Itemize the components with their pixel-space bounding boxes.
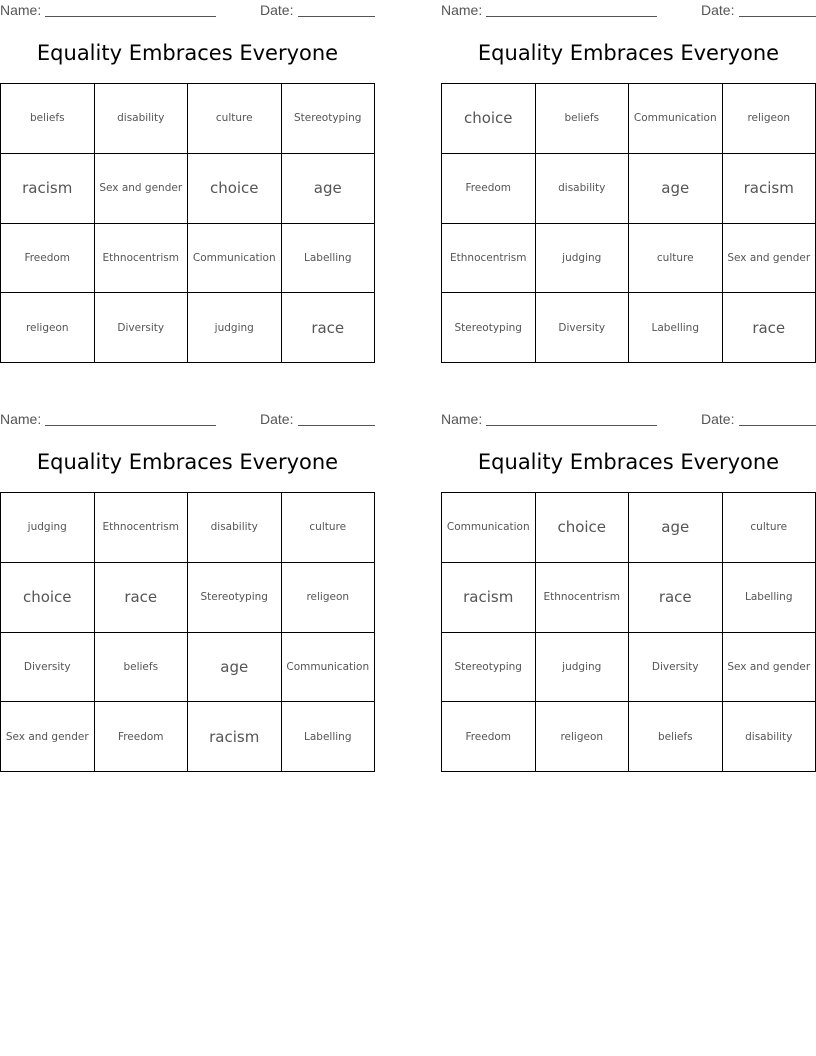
bingo-cell: Ethnocentrism — [95, 224, 189, 294]
bingo-cell: Labelling — [629, 293, 723, 363]
bingo-cell: choice — [1, 563, 95, 633]
date-label: Date: — [260, 2, 294, 18]
bingo-cell: race — [95, 563, 189, 633]
bingo-cell: race — [723, 293, 816, 363]
bingo-cell: Ethnocentrism — [536, 563, 630, 633]
card-title: Equality Embraces Everyone — [36, 450, 339, 474]
bingo-cell: Freedom — [95, 702, 189, 772]
bingo-cell: culture — [723, 493, 816, 563]
card-title: Equality Embraces Everyone — [36, 41, 339, 65]
bingo-cell: choice — [188, 154, 282, 224]
bingo-cell: Diversity — [95, 293, 189, 363]
bingo-cell: beliefs — [95, 633, 189, 703]
bingo-cell: racism — [442, 563, 536, 633]
name-label: Name: — [441, 411, 483, 427]
name-blank-line — [45, 425, 216, 426]
bingo-cell: judging — [536, 224, 630, 294]
bingo-cell: beliefs — [536, 84, 630, 154]
bingo-cell: racism — [723, 154, 816, 224]
name-date-row — [0, 411, 375, 429]
bingo-cell: beliefs — [629, 702, 723, 772]
bingo-cell: racism — [1, 154, 95, 224]
bingo-cell: age — [629, 154, 723, 224]
bingo-cell: age — [282, 154, 376, 224]
bingo-cell: Diversity — [536, 293, 630, 363]
bingo-cell: age — [188, 633, 282, 703]
bingo-cell: Freedom — [1, 224, 95, 294]
bingo-cell: Diversity — [1, 633, 95, 703]
bingo-cell: Sex and gender — [723, 633, 816, 703]
date-blank-line — [739, 425, 816, 426]
bingo-cell: religeon — [723, 84, 816, 154]
card-title: Equality Embraces Everyone — [477, 41, 780, 65]
date-label: Date: — [701, 411, 735, 427]
bingo-cell: Communication — [188, 224, 282, 294]
bingo-cell: Labelling — [723, 563, 816, 633]
bingo-cell: racism — [188, 702, 282, 772]
bingo-cell: age — [629, 493, 723, 563]
bingo-card — [441, 0, 816, 364]
bingo-cell: religeon — [536, 702, 630, 772]
bingo-cell: race — [629, 563, 723, 633]
bingo-cell: Labelling — [282, 224, 376, 294]
bingo-card — [441, 409, 816, 773]
bingo-cell: choice — [442, 84, 536, 154]
bingo-cell: beliefs — [1, 84, 95, 154]
card-title: Equality Embraces Everyone — [477, 450, 780, 474]
bingo-cell: choice — [536, 493, 630, 563]
name-date-row — [441, 2, 816, 20]
bingo-cell: Communication — [282, 633, 376, 703]
bingo-card — [0, 409, 375, 773]
bingo-cell: Stereotyping — [188, 563, 282, 633]
bingo-cell: disability — [723, 702, 816, 772]
bingo-cell: Stereotyping — [442, 293, 536, 363]
bingo-cell: Sex and gender — [95, 154, 189, 224]
bingo-cell: Communication — [629, 84, 723, 154]
name-blank-line — [486, 425, 657, 426]
name-label: Name: — [0, 411, 42, 427]
bingo-cell: religeon — [282, 563, 376, 633]
bingo-cell: Stereotyping — [442, 633, 536, 703]
name-date-row — [441, 411, 816, 429]
bingo-cell: Labelling — [282, 702, 376, 772]
date-label: Date: — [701, 2, 735, 18]
bingo-cell: Freedom — [442, 154, 536, 224]
bingo-cell: Diversity — [629, 633, 723, 703]
name-label: Name: — [0, 2, 42, 18]
bingo-cell: Sex and gender — [1, 702, 95, 772]
bingo-cell: religeon — [1, 293, 95, 363]
bingo-cell: culture — [188, 84, 282, 154]
bingo-cell: disability — [95, 84, 189, 154]
bingo-cell: disability — [536, 154, 630, 224]
name-blank-line — [486, 16, 657, 17]
date-blank-line — [298, 425, 375, 426]
bingo-cell: judging — [536, 633, 630, 703]
bingo-cell: Ethnocentrism — [442, 224, 536, 294]
bingo-cell: culture — [282, 493, 376, 563]
name-label: Name: — [441, 2, 483, 18]
date-blank-line — [298, 16, 375, 17]
bingo-cell: culture — [629, 224, 723, 294]
bingo-cell: Sex and gender — [723, 224, 816, 294]
bingo-cell: Ethnocentrism — [95, 493, 189, 563]
bingo-cell: judging — [188, 293, 282, 363]
bingo-card — [0, 0, 375, 364]
bingo-grid — [441, 492, 816, 772]
bingo-cell: Stereotyping — [282, 84, 376, 154]
name-date-row — [0, 2, 375, 20]
bingo-cell: Freedom — [442, 702, 536, 772]
bingo-cell: disability — [188, 493, 282, 563]
date-label: Date: — [260, 411, 294, 427]
name-blank-line — [45, 16, 216, 17]
bingo-cell: judging — [1, 493, 95, 563]
date-blank-line — [739, 16, 816, 17]
bingo-grid — [0, 83, 375, 363]
bingo-cell: Communication — [442, 493, 536, 563]
bingo-cell: race — [282, 293, 376, 363]
bingo-grid — [0, 492, 375, 772]
bingo-grid — [441, 83, 816, 363]
